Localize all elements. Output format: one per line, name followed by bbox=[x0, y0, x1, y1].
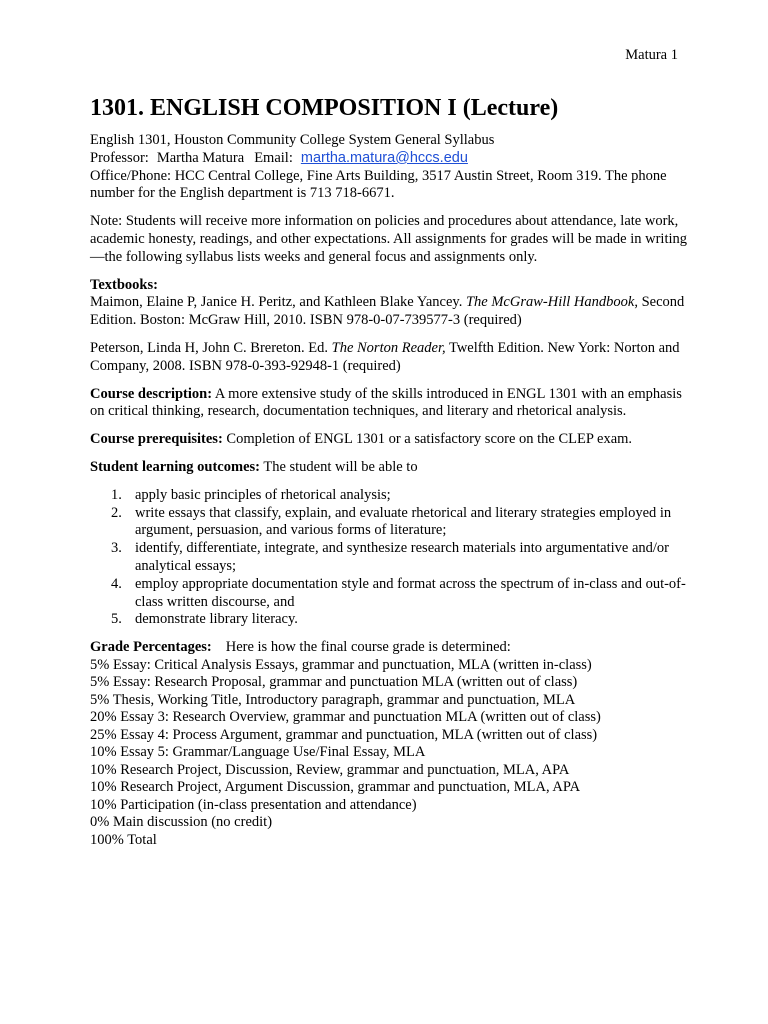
office-line: Office/Phone: HCC Central College, Fine Arts Building, 3517 Austin Street, Room 319. The phone number for the English department is 713 718-6671. bbox=[90, 167, 667, 202]
list-text: employ appropriate documentation style and format across the spectrum of in-class and out-of-class written discourse, and bbox=[135, 575, 686, 610]
prerequisites-text: Completion of ENGL 1301 or a satisfactory score on the CLEP exam. bbox=[222, 431, 633, 448]
grades-label: Grade Percentages: bbox=[90, 639, 212, 656]
professor-line bbox=[90, 150, 690, 168]
book1-details: , Second Edition. Boston: McGraw Hill, 2010. ISBN 978-0-07-739577-3 (required) bbox=[90, 294, 685, 329]
grades-intro: Here is how the final course grade is determined: bbox=[225, 639, 511, 656]
grade-line: 10% Participation (in-class presentation and attendance) bbox=[90, 796, 417, 813]
grade-intro-line bbox=[90, 639, 690, 657]
outcomes-list bbox=[90, 487, 690, 629]
grade-percentages bbox=[90, 639, 690, 849]
list-item bbox=[90, 487, 690, 505]
book2-authors: Peterson, Linda H, John C. Brereton. Ed. bbox=[90, 339, 332, 356]
professor-label: Professor: bbox=[90, 149, 149, 166]
list-number: 3. bbox=[111, 540, 122, 557]
grade-line: 5% Thesis, Working Title, Introductory paragraph, grammar and punctuation, MLA bbox=[90, 691, 576, 708]
prerequisites-label: Course prerequisites: bbox=[90, 431, 223, 448]
document-body bbox=[90, 94, 690, 849]
list-text: demonstrate library literacy. bbox=[135, 611, 298, 628]
course-description-label: Course description: bbox=[90, 385, 213, 402]
professor-name: Martha Matura bbox=[156, 149, 245, 166]
list-text: apply basic principles of rhetorical analysis; bbox=[135, 486, 391, 503]
grade-line: 5% Essay: Critical Analysis Essays, grammar and punctuation, MLA (written in-class) bbox=[90, 656, 592, 673]
book1-authors: Maimon, Elaine P, Janice H. Peritz, and Kathleen Blake Yancey. bbox=[90, 294, 466, 311]
list-number: 2. bbox=[111, 504, 122, 521]
grade-line: 5% Essay: Research Proposal, grammar and punctuation MLA (written out of class) bbox=[90, 674, 578, 691]
textbooks-section bbox=[90, 277, 690, 330]
outcomes-text: The student will be able to bbox=[259, 458, 418, 475]
learning-outcomes-intro bbox=[90, 459, 690, 477]
course-info bbox=[90, 132, 690, 203]
book2-title: The Norton Reader, bbox=[331, 339, 446, 356]
list-number: 4. bbox=[111, 575, 122, 592]
list-text: write essays that classify, explain, and evaluate rhetorical and literary strategies employed in argument, persuasion, and various forms of literature; bbox=[135, 504, 672, 539]
grade-line: 100% Total bbox=[90, 831, 157, 848]
grade-line: 0% Main discussion (no credit) bbox=[90, 814, 273, 831]
course-description bbox=[90, 386, 690, 422]
course-description-text: A more extensive study of the skills introduced in ENGL 1301 with an emphasis on critical thinking, research, documentation techniques, and literary and rhetorical analysis. bbox=[90, 385, 682, 420]
textbook-2 bbox=[90, 340, 690, 376]
email-label: Email: bbox=[254, 149, 293, 166]
note-paragraph: Note: Students will receive more information on policies and procedures about attendance, late work, academic honesty, readings, and other expectations. All assignments for grades will be made in writing—the following syllabus lists weeks and general focus and assignments only. bbox=[90, 213, 688, 265]
syllabus-line: English 1301, Houston Community College System General Syllabus bbox=[90, 132, 495, 148]
grade-line: 10% Research Project, Argument Discussion, grammar and punctuation, MLA, APA bbox=[90, 779, 581, 796]
list-item bbox=[90, 540, 690, 576]
list-item bbox=[90, 611, 690, 629]
list-item bbox=[90, 576, 690, 612]
grade-line: 10% Research Project, Discussion, Review, grammar and punctuation, MLA, APA bbox=[90, 761, 570, 778]
book2-details: Twelfth Edition. New York: Norton and Company, 2008. ISBN 978-0-393-92948-1 (required) bbox=[90, 339, 680, 374]
grade-line: 25% Essay 4: Process Argument, grammar and punctuation, MLA (written out of class) bbox=[90, 726, 598, 743]
book1-title: The McGraw-Hill Handbook bbox=[465, 294, 635, 311]
email-link[interactable]: martha.matura@hccs.edu bbox=[300, 149, 468, 166]
outcomes-label: Student learning outcomes: bbox=[90, 458, 260, 475]
textbook-1 bbox=[90, 294, 690, 330]
course-title: 1301. ENGLISH COMPOSITION I (Lecture) bbox=[90, 95, 559, 121]
textbooks-heading: Textbooks: bbox=[90, 276, 158, 293]
list-item bbox=[90, 505, 690, 541]
grade-line: 10% Essay 5: Grammar/Language Use/Final Essay, MLA bbox=[90, 744, 426, 761]
list-number: 1. bbox=[111, 486, 122, 503]
list-number: 5. bbox=[111, 611, 122, 628]
list-text: identify, differentiate, integrate, and synthesize research materials into argumentative and/or analytical essays; bbox=[135, 540, 670, 574]
running-head: Matura 1 bbox=[625, 47, 678, 63]
course-prerequisites bbox=[90, 431, 690, 449]
grade-line: 20% Essay 3: Research Overview, grammar and punctuation MLA (written out of class) bbox=[90, 709, 601, 726]
